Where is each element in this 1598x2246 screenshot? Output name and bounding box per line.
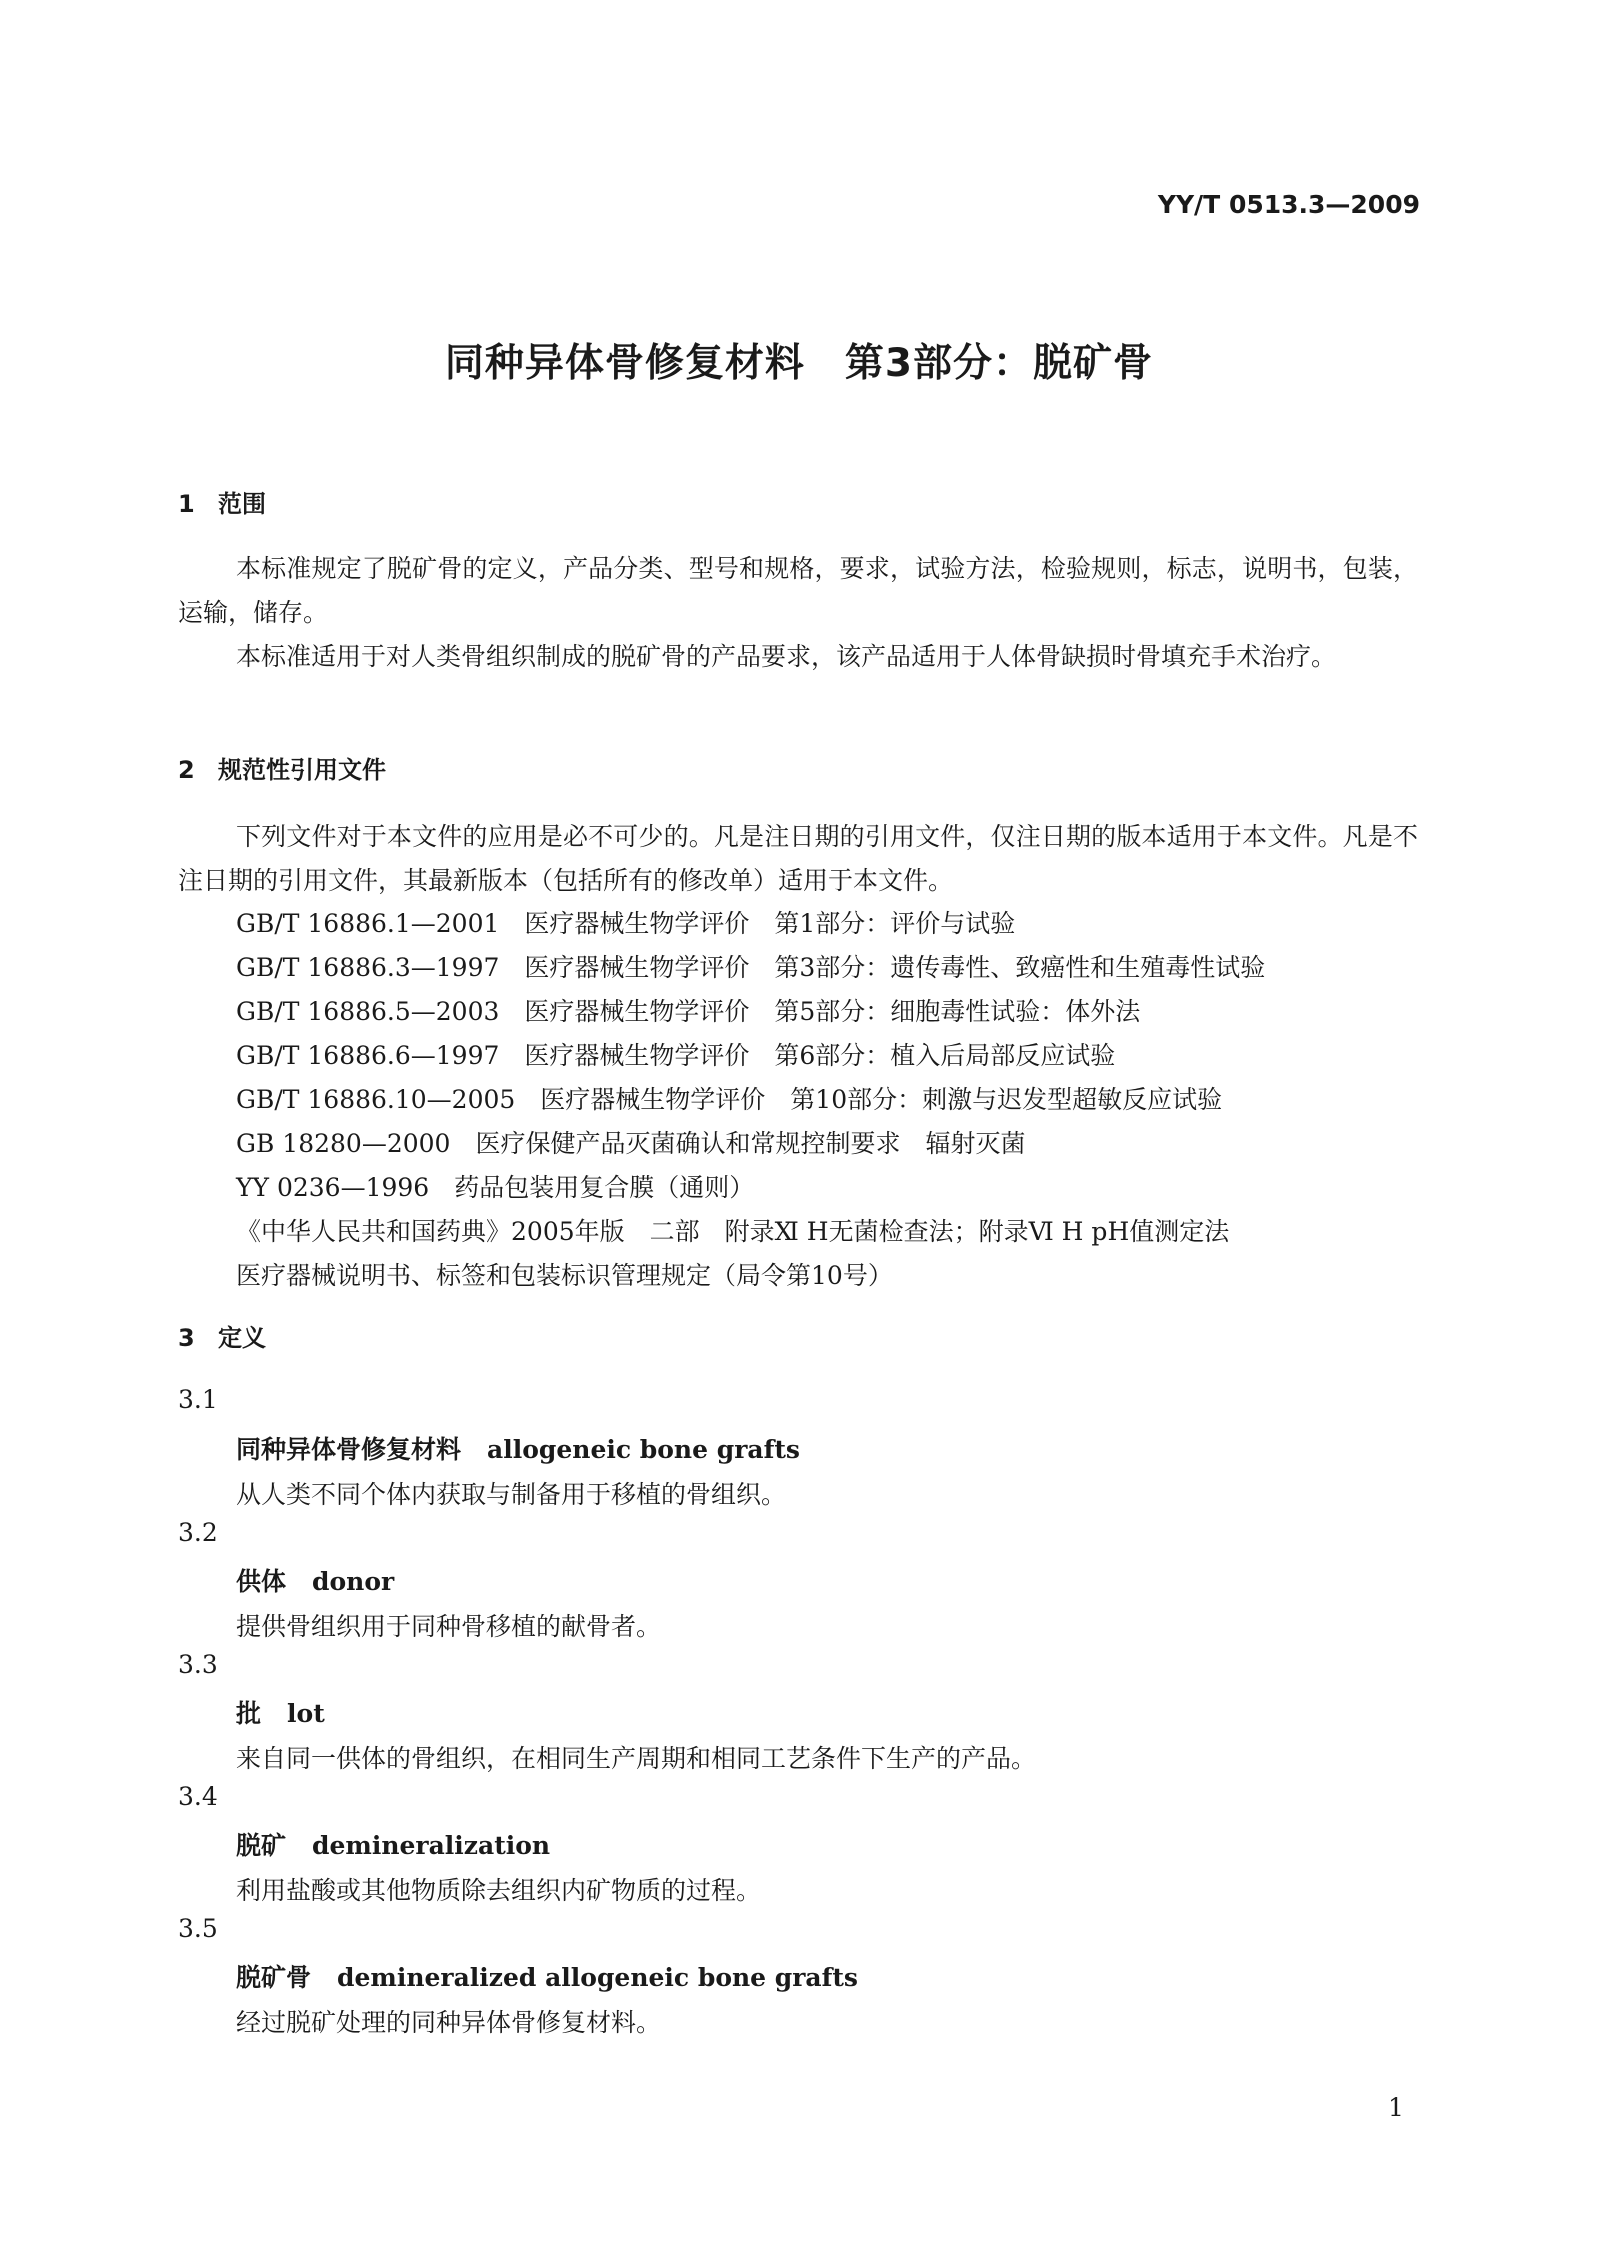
reference-item: YY 0236—1996 药品包装用复合膜（通则）	[236, 1173, 755, 1202]
definition-number: 3.2	[178, 1518, 218, 1547]
normative-references-intro	[178, 815, 1418, 903]
definition-description: 提供骨组织用于同种骨移植的献骨者。	[236, 1612, 662, 1641]
section-heading-scope	[178, 484, 266, 519]
definition-number: 3.3	[178, 1650, 218, 1679]
definition-description: 利用盐酸或其他物质除去组织内矿物质的过程。	[236, 1876, 762, 1905]
section-heading-normative-references	[178, 750, 386, 785]
reference-item: 医疗器械说明书、标签和包装标识管理规定（局令第10号）	[236, 1261, 893, 1290]
standard-code: YY/T 0513.3—2009	[1157, 190, 1420, 219]
section-title: 定义	[218, 1324, 266, 1352]
term-chinese: 脱矿	[236, 1831, 287, 1860]
section-number: 1	[178, 490, 195, 518]
section-title: 范围	[218, 490, 266, 518]
definition-description: 经过脱矿处理的同种异体骨修复材料。	[236, 2008, 662, 2037]
definition-term	[236, 1430, 800, 1466]
term-chinese: 批	[236, 1699, 262, 1728]
definition-term	[236, 1562, 394, 1598]
definition-term	[236, 1958, 858, 1994]
definition-number: 3.5	[178, 1914, 218, 1943]
page-number: 1	[1388, 2093, 1404, 2122]
reference-item: GB/T 16886.3—1997 医疗器械生物学评价 第3部分：遗传毒性、致癌性和生殖毒性试验	[236, 953, 1266, 982]
reference-item: GB/T 16886.1—2001 医疗器械生物学评价 第1部分：评价与试验	[236, 909, 1016, 938]
definition-term	[236, 1694, 325, 1730]
reference-item: GB/T 16886.10—2005 医疗器械生物学评价 第10部分：刺激与迟发型超敏反应试验	[236, 1085, 1223, 1114]
paragraph: 下列文件对于本文件的应用是必不可少的。凡是注日期的引用文件，仅注日期的版本适用于本文件。凡是不注日期的引用文件，其最新版本（包括所有的修改单）适用于本文件。	[178, 822, 1418, 895]
section-title: 规范性引用文件	[218, 756, 386, 784]
section-number: 2	[178, 756, 195, 784]
paragraph: 本标准适用于对人类骨组织制成的脱矿骨的产品要求，该产品适用于人体骨缺损时骨填充手术治疗。	[236, 642, 1337, 671]
reference-item: GB/T 16886.5—2003 医疗器械生物学评价 第5部分：细胞毒性试验：体外法	[236, 997, 1141, 1026]
term-english: donor	[312, 1567, 395, 1596]
term-english: lot	[287, 1699, 325, 1728]
definition-description: 来自同一供体的骨组织，在相同生产周期和相同工艺条件下生产的产品。	[236, 1744, 1037, 1773]
definition-description: 从人类不同个体内获取与制备用于移植的骨组织。	[236, 1480, 787, 1509]
term-chinese: 供体	[236, 1567, 287, 1596]
term-english: demineralized allogeneic bone grafts	[337, 1963, 859, 1992]
definition-term	[236, 1826, 550, 1862]
reference-item: GB/T 16886.6—1997 医疗器械生物学评价 第6部分：植入后局部反应试验	[236, 1041, 1116, 1070]
definition-number: 3.1	[178, 1385, 218, 1414]
term-english: demineralization	[312, 1831, 551, 1860]
reference-list	[236, 902, 1265, 1298]
reference-item: GB 18280—2000 医疗保健产品灭菌确认和常规控制要求 辐射灭菌	[236, 1129, 1026, 1158]
term-chinese: 同种异体骨修复材料	[236, 1435, 462, 1464]
term-chinese: 脱矿骨	[236, 1963, 312, 1992]
section-heading-definitions	[178, 1318, 266, 1353]
term-english: allogeneic bone grafts	[487, 1435, 800, 1464]
paragraph: 本标准规定了脱矿骨的定义，产品分类、型号和规格，要求，试验方法，检验规则，标志，说明书，包装，运输，储存。	[178, 554, 1418, 627]
reference-item: 《中华人民共和国药典》2005年版 二部 附录Ⅺ H无菌检查法；附录Ⅵ H pH值测定法	[236, 1217, 1230, 1246]
scope-body	[178, 547, 1418, 679]
document-title: 同种异体骨修复材料 第3部分：脱矿骨	[444, 341, 1154, 386]
definition-number: 3.4	[178, 1782, 218, 1811]
section-number: 3	[178, 1324, 195, 1352]
